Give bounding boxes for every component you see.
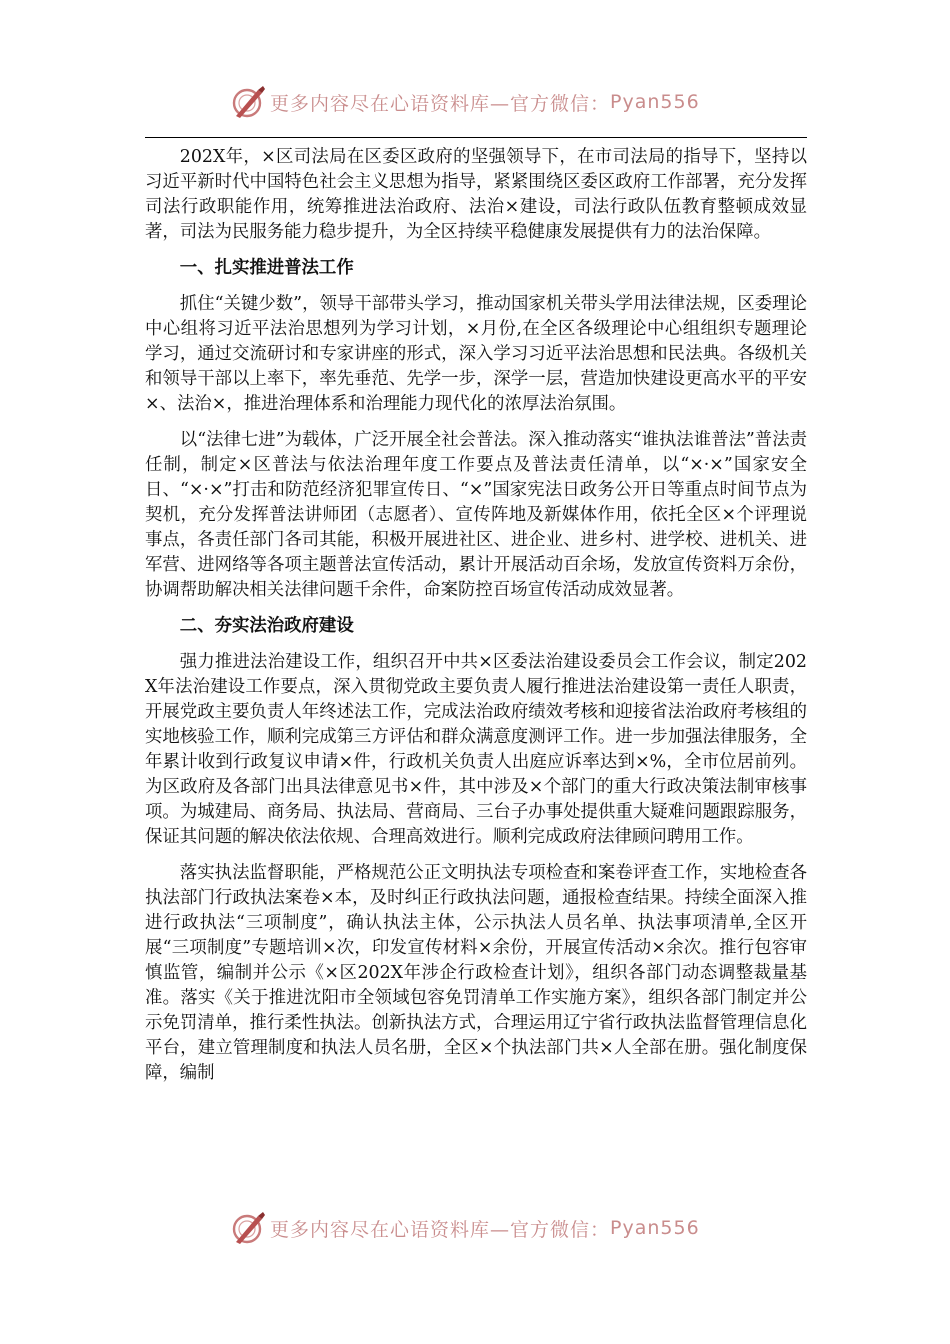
intro-paragraph: 202X年，×区司法局在区委区政府的坚强领导下，在市司法局的指导下，坚持以习近平新时代中国特色社会主义思想为指导，紧紧围绕区委区政府工作部署，充分发挥司法行政职能作用，统筹推进法治政府、法治×建设，司法行政队伍教育整顿成效显著，司法为民服务能力稳步提升，为全区持续平稳健康发展提供有力的法治保障。: [145, 147, 807, 242]
watermark-banner-bottom: [230, 1208, 750, 1248]
pen-logo-icon: [230, 84, 266, 120]
section-1-paragraph-2: 以“法律七进”为载体，广泛开展全社会普法。深入推动落实“谁执法谁普法”普法责任制，制定×区普法与依法治理年度工作要点及普法责任清单，以“×·×”国家安全日、“×·×”打击和防范经济犯罪宣传日、“×”国家宪法日政务公开日等重点时间节点为契机，充分发挥普法讲师团（志愿者）、宣传阵地及新媒体作用，依托全区×个评理说事点，各责任部门各司其能，积极开展进社区、进企业、进乡村、进学校、进机关、进军营、进网络等各项主题普法宣传活动，累计开展活动百余场，发放宣传资料万余份，协调帮助解决相关法律问题千余件，命案防控百场宣传活动成效显著。: [145, 430, 807, 600]
header-divider: [145, 137, 807, 138]
watermark-banner-top: [230, 82, 750, 122]
section-2-paragraph-1: 强力推进法治建设工作，组织召开中共×区委法治建设委员会工作会议，制定202X年法治建设工作要点，深入贯彻党政主要负责人履行推进法治建设第一责任人职责，开展党政主要负责人年终述法工作，完成法治政府绩效考核和迎接省法治政府考核组的实地核验工作，顺利完成第三方评估和群众满意度测评工作。进一步加强法律服务，全年累计收到行政复议申请×件，行政机关负责人出庭应诉率达到×%，全市位居前列。为区政府及各部门出具法律意见书×件，其中涉及×个部门的重大行政决策法制审核事项。为城建局、商务局、执法局、营商局、三台子办事处提供重大疑难问题跟踪服务，保证其问题的解决依法依规、合理高效进行。顺利完成政府法律顾问聘用工作。: [145, 652, 807, 847]
section-2-paragraph-2: 落实执法监督职能，严格规范公正文明执法专项检查和案卷评查工作，实地检查各执法部门行政执法案卷×本，及时纠正行政执法问题，通报检查结果。持续全面深入推进行政执法“三项制度”，确认执法主体，公示执法人员名单、执法事项清单,全区开展“三项制度”专题培训×次，印发宣传材料×余份，开展宣传活动×余次。推行包容审慎监管，编制并公示《×区202X年涉企行政检查计划》，组织各部门动态调整裁量基准。落实《关于推进沈阳市全领域包容免罚清单工作实施方案》，组织各部门制定并公示免罚清单，推行柔性执法。创新执法方式，合理运用辽宁省行政执法监督管理信息化平台，建立管理制度和执法人员名册，全区×个执法部门共×人全部在册。强化制度保障，编制: [145, 863, 807, 1083]
section-1-heading: 一、扎实推进普法工作: [179, 258, 354, 278]
pen-logo-icon: [230, 1210, 266, 1246]
banner-text: 更多内容尽在心语资料库—官方微信：: [270, 1218, 611, 1241]
banner-text: 更多内容尽在心语资料库—官方微信：: [270, 92, 611, 115]
banner-handle: Pyan556: [610, 91, 700, 113]
section-2-heading: 二、夯实法治政府建设: [179, 616, 354, 636]
document-body: [145, 145, 807, 1097]
section-1-paragraph-1: 抓住“关键少数”，领导干部带头学习，推动国家机关带头学用法律法规，区委理论中心组将习近平法治思想列为学习计划，×月份,在全区各级理论中心组组织专题理论学习，通过交流研讨和专家讲座的形式，深入学习习近平法治思想和民法典。各级机关和领导干部以上率下，率先垂范、先学一步，深学一层，营造加快建设更高水平的平安×、法治×，推进治理体系和治理能力现代化的浓厚法治氛围。: [145, 294, 807, 414]
banner-handle: Pyan556: [610, 1217, 700, 1239]
